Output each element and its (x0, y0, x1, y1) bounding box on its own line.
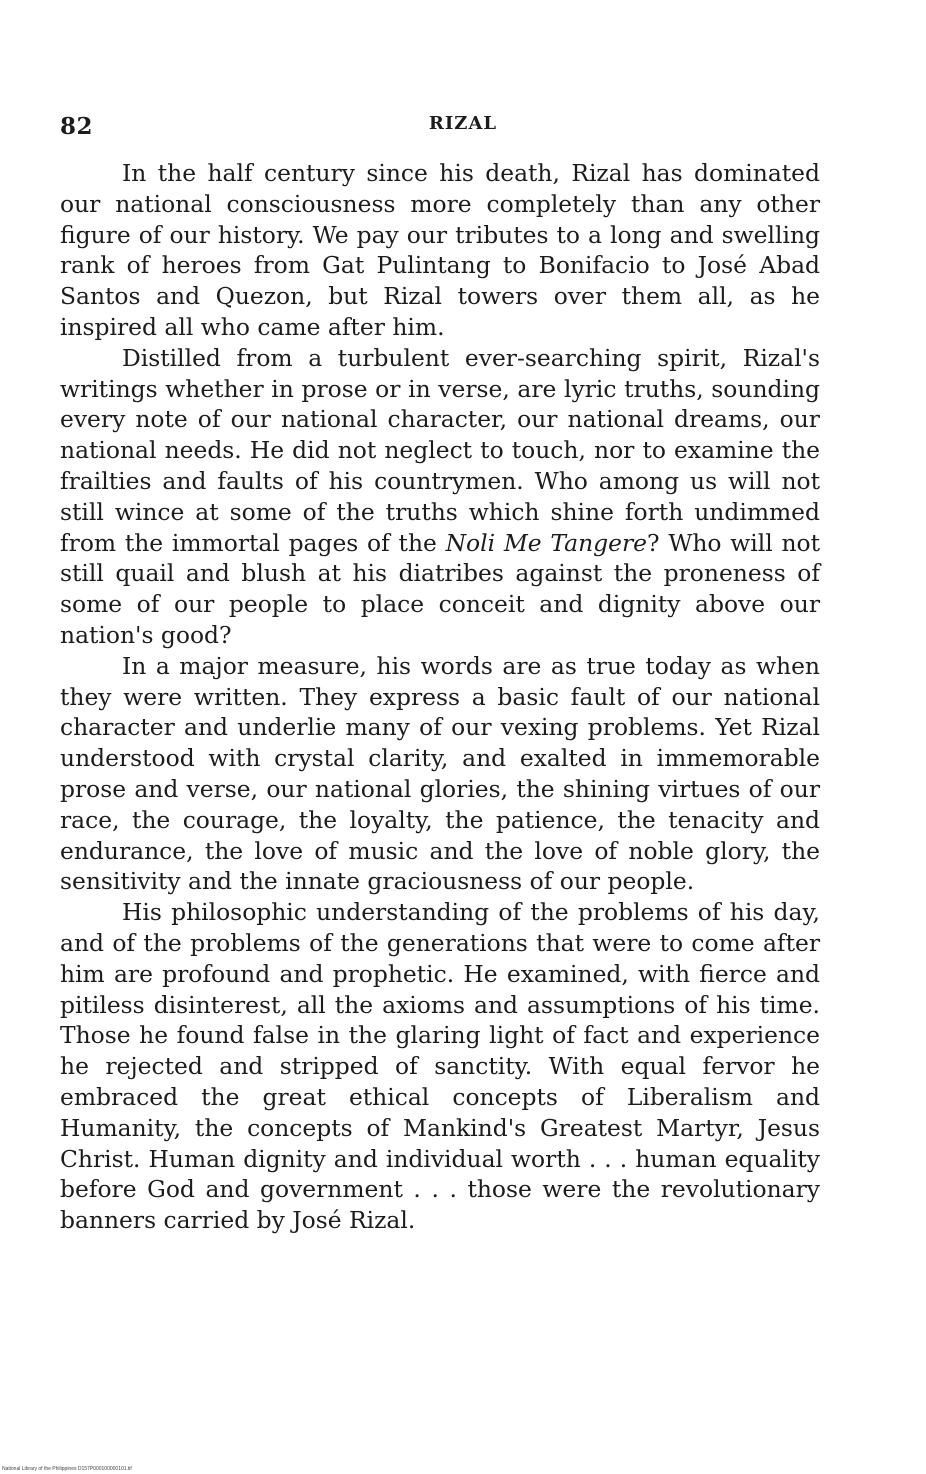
book-title: Noli Me Tangere (445, 528, 648, 557)
scan-credit: National Library of the Philippines D157P000100000101.tif (2, 1466, 132, 1472)
paragraph-3: In a major measure, his words are as true today as when they were written. They express a basic fault of our national character and underlie many of our vexing problems. Yet Rizal understood with crystal clarity, and exalted in immemorable prose and verse, our national glories, the shining virtues of our race, the courage, the loyalty, the patience, the tenacity and endurance, the love of music and the love of noble glory, the sensitivity and the innate graciousness of our people. (60, 651, 820, 896)
paragraph-4: His philosophic understanding of the problems of his day, and of the problems of the generations that were to come after him are profound and prophetic. He examined, with fierce and pitiless disinterest, all the axioms and assumptions of his time. Those he found false in the glaring light of fact and experience he rejected and stripped of sanctity. With equal fervor he embraced the great ethical concepts of Liberalism and Humanity, the concepts of Mankind's Greatest Martyr, Jesus Christ. Human dignity and individual worth . . . human equality before God and government . . . those were the revolutionary banners carried by José Rizal. (60, 898, 820, 1235)
paragraph-2 (60, 343, 820, 651)
running-title: RIZAL (428, 113, 498, 134)
body-text (60, 158, 820, 1236)
paragraph-2-text-b: ? Who will not still quail and blush at his diatribes against the proneness of some of our people to place conceit and dignity above our nation's good? (60, 528, 821, 649)
paragraph-1: In the half century since his death, Rizal has dominated our national consciousness more completely than any other figure of our history. We pay our tributes to a long and swelling rank of heroes from Gat Pulintang to Bonifacio to José Abad Santos and Quezon, but Rizal towers over them all, as he inspired all who came after him. (60, 159, 820, 341)
paragraph-2-text-a: Distilled from a turbulent ever-searching spirit, Rizal's writings whether in prose or in verse, are lyric truths, sounding every note of our national character, our national dreams, our national needs. He did not neglect to touch, nor to examine the frailties and faults of his countrymen. Who among us will not still wince at some of the truths which shine forth undimmed from the immortal pages of the (60, 343, 820, 557)
page-number: 82 (60, 113, 94, 140)
